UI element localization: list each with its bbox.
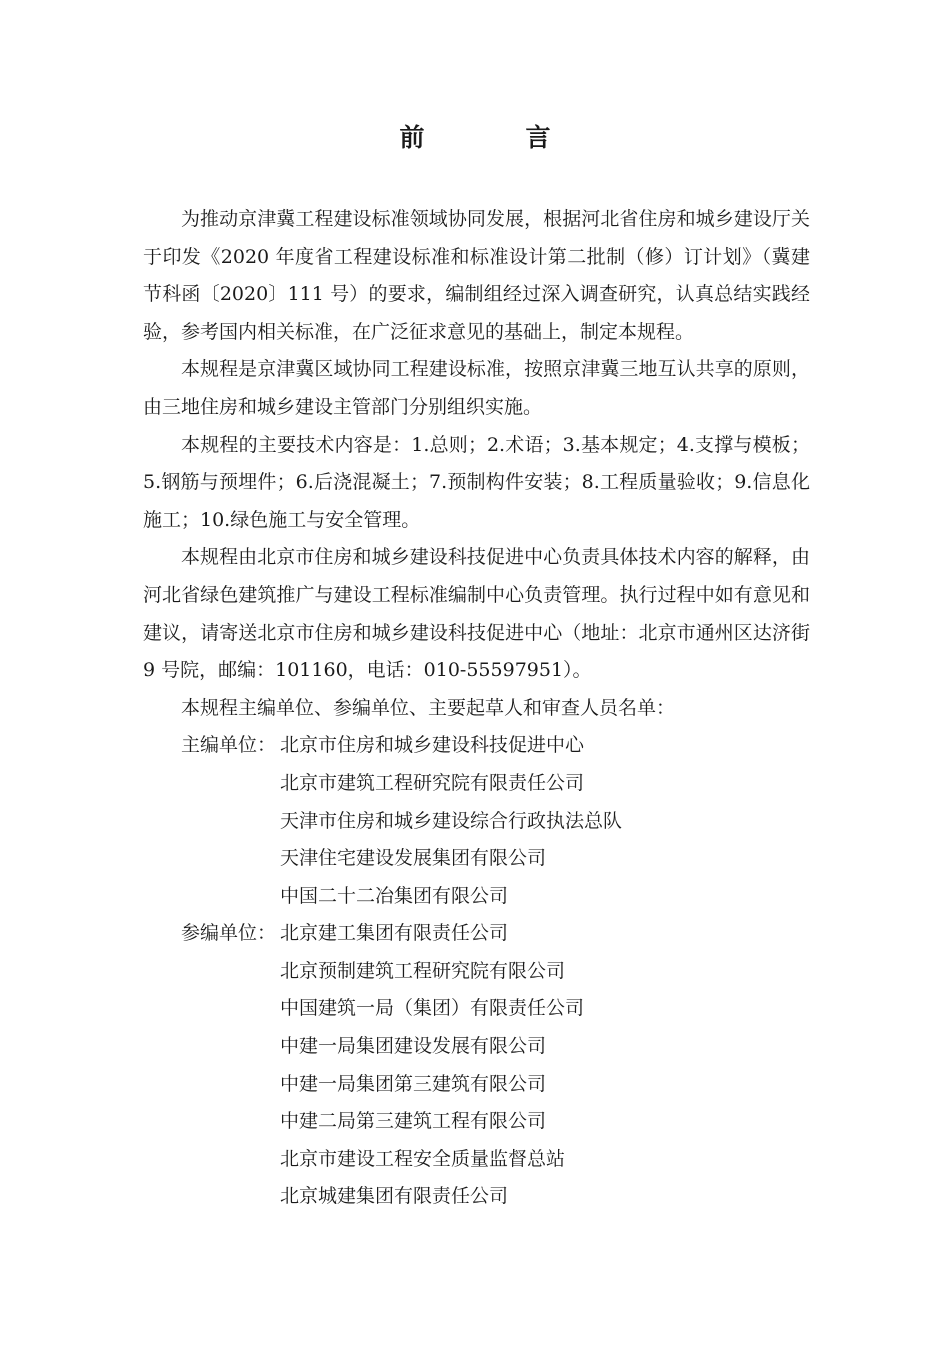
paragraph-management: 本规程由北京市住房和城乡建设科技促进中心负责具体技术内容的解释，由河北省绿色建筑推广与建设工程标准编制中心负责管理。执行过程中如有意见和建议，请寄送北京市住房和城乡建设科技促进中心（地址：北京市通州区达济街 9 号院，邮编：101160，电话：010-55597951）。	[143, 546, 810, 682]
list-item: 中国二十二冶集团有限公司	[280, 884, 509, 907]
body-text	[143, 201, 810, 1216]
page-title: 前 言	[399, 123, 589, 152]
list-item: 北京建工集团有限责任公司	[280, 922, 509, 945]
chief-units-list	[280, 727, 810, 915]
participating-units-group	[143, 915, 810, 1216]
paragraph-contents: 本规程的主要技术内容是：1.总则；2.术语；3.基本规定；4.支撑与模板；5.钢筋与预埋件；6.后浇混凝土；7.预制构件安装；8.工程质量验收；9.信息化施工；10.绿色施工与安全管理。	[143, 433, 810, 531]
list-item: 天津住宅建设发展集团有限公司	[280, 847, 547, 870]
list-item: 北京城建集团有限责任公司	[280, 1185, 509, 1208]
participating-units-list	[280, 915, 810, 1216]
paragraph-background: 为推动京津冀工程建设标准领域协同发展，根据河北省住房和城乡建设厅关于印发《2020 年度省工程建设标准和标准设计第二批制（修）订计划》（冀建节科函〔2020〕111 号）的要求，编制组经过深入调查研究，认真总结实践经验，参考国内相关标准，在广泛征求意见的基础上，制定本规程。	[143, 208, 810, 343]
list-item: 中建一局集团建设发展有限公司	[280, 1035, 547, 1058]
list-item: 天津市住房和城乡建设综合行政执法总队	[280, 809, 623, 832]
participating-units-label: 参编单位：	[181, 922, 277, 945]
paragraph-scope: 本规程是京津冀区域协同工程建设标准，按照京津冀三地互认共享的原则，由三地住房和城乡建设主管部门分别组织实施。	[143, 358, 810, 418]
list-item: 中建一局集团第三建筑有限公司	[280, 1072, 547, 1095]
chief-units-group	[143, 727, 810, 915]
list-item: 北京市建筑工程研究院有限责任公司	[280, 771, 585, 794]
list-item: 北京市建设工程安全质量监督总站	[280, 1147, 566, 1170]
list-item: 中国建筑一局（集团）有限责任公司	[280, 997, 585, 1020]
list-item: 北京市住房和城乡建设科技促进中心	[280, 734, 585, 757]
chief-units-label: 主编单位：	[181, 734, 277, 757]
list-intro: 本规程主编单位、参编单位、主要起草人和审查人员名单：	[181, 696, 676, 719]
list-item: 中建二局第三建筑工程有限公司	[280, 1110, 547, 1133]
list-item: 北京预制建筑工程研究院有限公司	[280, 959, 566, 982]
